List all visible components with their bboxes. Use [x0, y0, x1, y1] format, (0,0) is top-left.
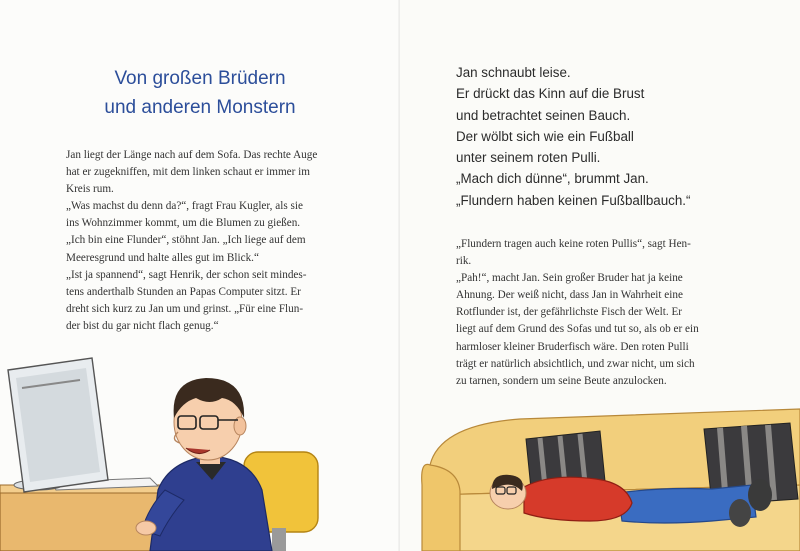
- right-paragraph: [456, 236, 732, 390]
- shoe: [748, 479, 772, 511]
- large-text-line: Der wölbt sich wie ein Fußball: [456, 128, 634, 144]
- text-line: harmloser kleiner Bruderfisch wäre. Den roten Pulli: [456, 340, 689, 353]
- text-line: Ahnung. Der weiß nicht, dass Jan in Wahrheit eine: [456, 289, 683, 302]
- boy-at-computer-illustration: [0, 340, 400, 551]
- boy-lying-on-sofa-illustration: [400, 395, 800, 551]
- text-line: dreht sich kurz zu Jan um und grinst. „Für eine Flun-: [66, 302, 304, 315]
- text-line: zu tarnen, sondern um seine Beute anzulocken.: [456, 374, 667, 387]
- text-line: „Was machst du denn da?“, fragt Frau Kugler, als sie: [66, 200, 303, 213]
- chapter-title-line: Von großen Brüdern: [114, 68, 286, 89]
- hand: [136, 521, 156, 535]
- text-line: hat er zugekniffen, mit dem linken schaut er immer im: [66, 166, 310, 179]
- text-line: Kreis rum.: [66, 183, 114, 196]
- text-line: trägt er natürlich absichtlich, und zwar nicht, um sich: [456, 357, 695, 370]
- sofa-armrest: [422, 464, 460, 551]
- chapter-title-line: und anderen Monstern: [104, 97, 296, 118]
- text-line: der bist du gar nicht flach genug.“: [66, 319, 219, 332]
- text-line: „Pah!“, macht Jan. Sein großer Bruder hat ja keine: [456, 272, 683, 285]
- text-line: rik.: [456, 255, 472, 268]
- text-line: ins Wohnzimmer kommt, um die Blumen zu gießen.: [66, 217, 301, 230]
- left-paragraph: [66, 147, 343, 335]
- text-line: Rotflunder ist, der gefährlichste Fisch der Welt. Er: [456, 306, 682, 319]
- text-line: Jan liegt der Länge nach auf dem Sofa. Das rechte Auge: [66, 149, 318, 161]
- large-text-block: [456, 62, 690, 211]
- text-line: „Ich bin eine Flunder“, stöhnt Jan. „Ich liege auf dem: [66, 234, 306, 247]
- large-text-line: und betrachtet seinen Bauch.: [456, 107, 631, 123]
- large-text-line: unter seinem roten Pulli.: [456, 150, 601, 166]
- monitor-back-shade: [16, 368, 100, 482]
- large-text-line: „Flundern haben keinen Fußballbauch.“: [456, 192, 691, 208]
- large-text-line: Er drückt das Kinn auf die Brust: [456, 86, 645, 102]
- text-line: liegt auf dem Grund des Sofas und tut so, als ob er ein: [456, 323, 699, 336]
- large-text-line: Jan schnaubt leise.: [456, 65, 571, 80]
- text-line: Meeresgrund und halte alles gut im Blick.“: [66, 251, 259, 264]
- chair-leg: [272, 528, 286, 551]
- text-line: „Flundern tragen auch keine roten Pullis“, sagt Hen-: [456, 238, 691, 250]
- right-page: [400, 0, 800, 551]
- chapter-title: [50, 64, 350, 122]
- text-line: „Ist ja spannend“, sagt Henrik, der schon seit mindes-: [66, 268, 307, 281]
- text-line: tens anderthalb Stunden an Papas Computer sitzt. Er: [66, 285, 301, 298]
- shoe: [729, 499, 751, 527]
- large-text-line: „Mach dich dünne“, brummt Jan.: [456, 171, 649, 187]
